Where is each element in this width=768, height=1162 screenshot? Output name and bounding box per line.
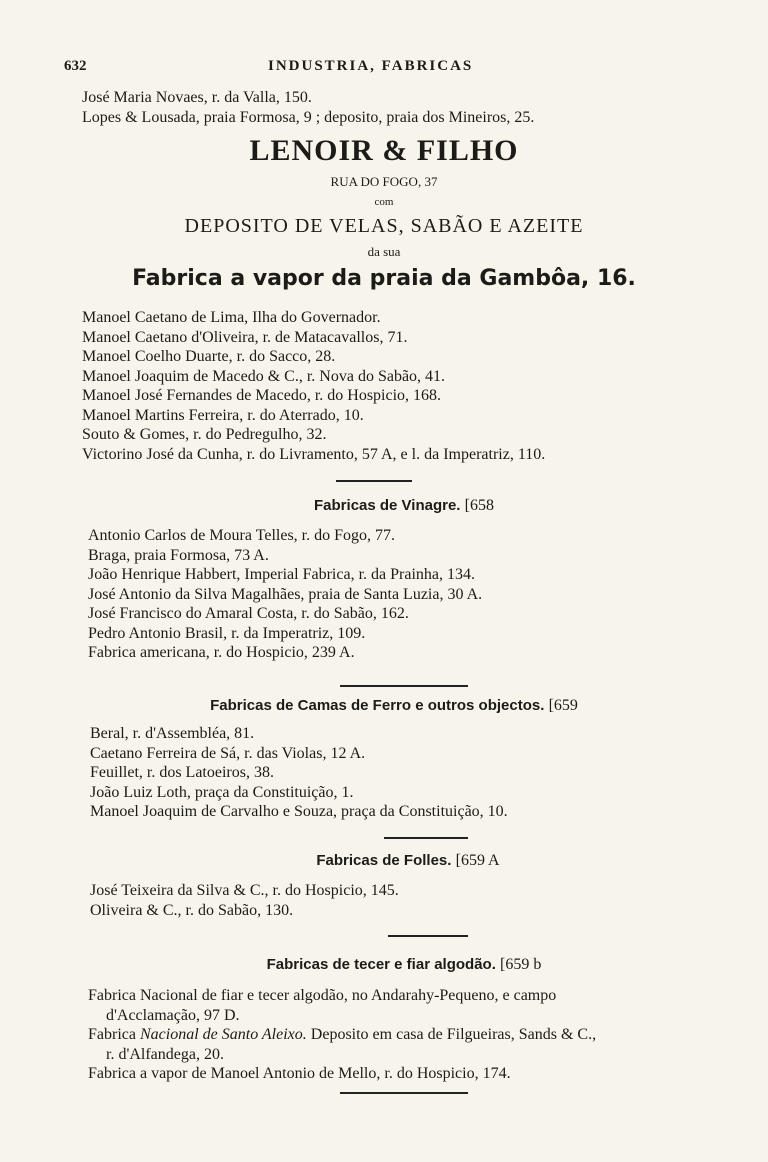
list-item: Feuillet, r. dos Latoeiros, 38. xyxy=(90,764,274,781)
list-item: José Francisco do Amaral Costa, r. do Sabão, 162. xyxy=(88,605,409,622)
section-title-text: Fabricas de Camas de Ferro e outros objectos. xyxy=(210,697,545,714)
section-divider xyxy=(384,837,468,839)
list-item: José Maria Novaes, r. da Valla, 150. xyxy=(82,89,312,106)
page-number: 632 xyxy=(64,58,87,74)
section-title-folles xyxy=(24,852,768,870)
list-item: Victorino José da Cunha, r. do Livramento, 57 A, e l. da Imperatriz, 110. xyxy=(82,445,546,463)
list-item-continuation: r. d'Alfandega, 20. xyxy=(106,1045,224,1063)
section-title-vinagre xyxy=(20,497,768,515)
section-title-algodao xyxy=(20,956,768,974)
entry-prefix: Fabrica xyxy=(88,1026,136,1043)
entry-italic-name: Nacional de Santo Aleixo. xyxy=(139,1026,307,1043)
section-ref: [659 b xyxy=(500,956,542,973)
list-item: Oliveira & C., r. do Sabão, 130. xyxy=(90,901,294,919)
section-title-text: Fabricas de tecer e fiar algodão. xyxy=(266,956,496,973)
list-item: João Henrique Habbert, Imperial Fabrica, r. da Prainha, 134. xyxy=(88,566,475,583)
list-item: Lopes & Lousada, praia Formosa, 9 ; deposito, praia dos Mineiros, 25. xyxy=(82,108,535,126)
list-item: Braga, praia Formosa, 73 A. xyxy=(88,546,269,564)
list-item: Manoel Joaquim de Macedo & C., r. Nova do Sabão, 41. xyxy=(82,367,446,385)
page-header xyxy=(64,58,744,82)
section-vinagre-entries xyxy=(88,526,748,663)
section-title-text: Fabricas de Vinagre. xyxy=(314,497,461,514)
section-camas-entries xyxy=(90,724,748,822)
advertisement-address: RUA DO FOGO, 37 xyxy=(330,174,438,189)
section-algodao-entries xyxy=(88,986,748,1084)
list-item xyxy=(88,1025,748,1045)
list-item: João Luiz Loth, praça da Constituição, 1. xyxy=(90,783,354,801)
section-divider xyxy=(336,480,412,482)
section-title-camas xyxy=(10,697,768,715)
list-item: Manoel Coelho Duarte, r. do Sacco, 28. xyxy=(82,348,336,365)
list-item: Antonio Carlos de Moura Telles, r. do Fogo, 77. xyxy=(88,527,396,544)
advertisement-deposit: DEPOSITO DE VELAS, SABÃO E AZEITE xyxy=(184,215,584,237)
section-divider xyxy=(388,935,468,937)
section-ref: [659 A xyxy=(455,852,500,869)
list-item: Souto & Gomes, r. do Pedregulho, 32. xyxy=(82,426,327,443)
section-divider xyxy=(340,685,468,687)
section-ref: [658 xyxy=(464,497,494,514)
section-ref: [659 xyxy=(548,697,578,714)
section-title-text: Fabricas de Folles. xyxy=(316,852,452,869)
entries-after-ad xyxy=(82,308,748,464)
list-item: Fabrica americana, r. do Hospicio, 239 A. xyxy=(88,644,355,661)
advertisement-factory: Fabrica a vapor da praia da Gambôa, 16. xyxy=(132,266,636,291)
list-item: Manoel Caetano de Lima, Ilha do Governador. xyxy=(82,309,381,326)
advertisement-com: com xyxy=(374,196,394,208)
advertisement-title: LENOIR & FILHO xyxy=(249,134,519,167)
list-item: Manoel Martins Ferreira, r. do Aterrado, 10. xyxy=(82,406,364,424)
running-title: INDUSTRIA, FABRICAS xyxy=(268,58,474,74)
list-item: José Teixeira da Silva & C., r. do Hospicio, 145. xyxy=(90,882,399,899)
list-item: Fabrica a vapor de Manoel Antonio de Mello, r. do Hospicio, 174. xyxy=(88,1065,511,1082)
list-item: Manoel Caetano d'Oliveira, r. de Matacavallos, 71. xyxy=(82,328,408,346)
advertisement-da-sua: da sua xyxy=(367,244,401,259)
list-item: Manoel Joaquim de Carvalho e Souza, praça da Constituição, 10. xyxy=(90,803,508,820)
list-item: Pedro Antonio Brasil, r. da Imperatriz, 109. xyxy=(88,624,366,642)
section-divider xyxy=(340,1092,468,1094)
entry-suffix: Deposito em casa de Filgueiras, Sands & C., xyxy=(310,1026,597,1043)
list-item: Caetano Ferreira de Sá, r. das Violas, 12 A. xyxy=(90,744,366,762)
list-item: Manoel José Fernandes de Macedo, r. do Hospicio, 168. xyxy=(82,387,442,404)
section-folles-entries xyxy=(90,881,748,920)
list-item: Beral, r. d'Assembléa, 81. xyxy=(90,725,255,742)
list-item: Fabrica Nacional de fiar e tecer algodão, no Andarahy-Pequeno, e campo xyxy=(88,987,557,1004)
list-item: José Antonio da Silva Magalhães, praia de Santa Luzia, 30 A. xyxy=(88,585,483,603)
top-entries xyxy=(82,88,748,127)
list-item-continuation: d'Acclamação, 97 D. xyxy=(106,1006,240,1024)
